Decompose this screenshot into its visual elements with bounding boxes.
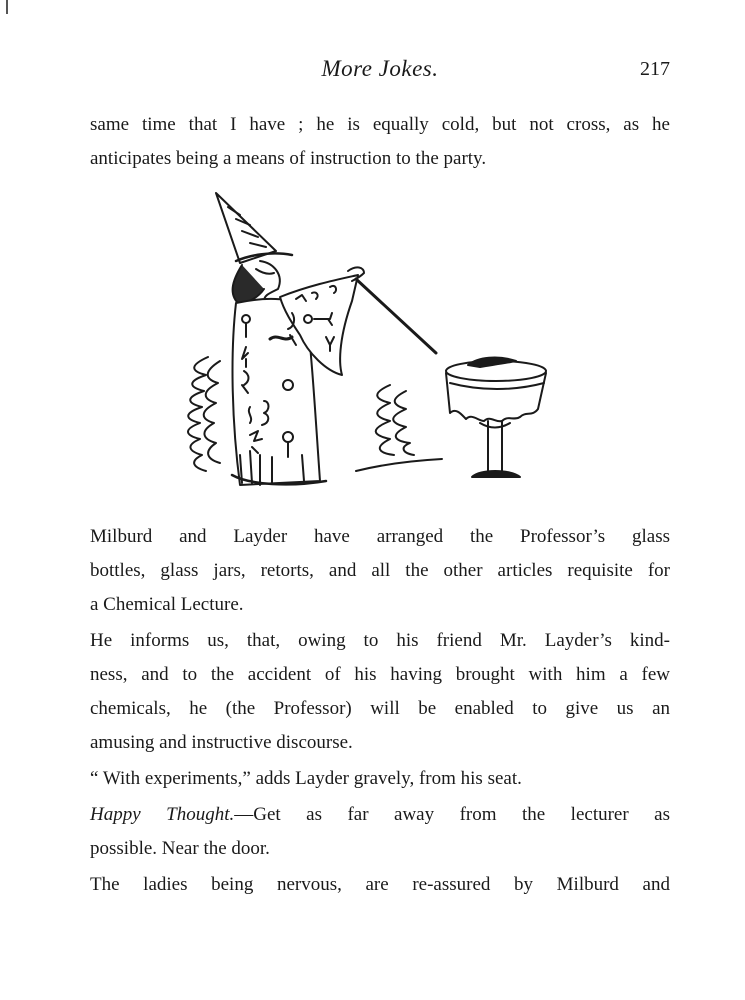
running-head <box>90 56 670 86</box>
scan-mark <box>6 0 8 14</box>
text-fragment: —Get as far away from the lecturer as <box>234 804 671 825</box>
text-line: “ With experiments,” adds Layder gravely, from his seat. <box>90 768 522 789</box>
running-title: More Jokes. <box>321 56 439 81</box>
text-block-top <box>90 108 670 176</box>
text-line: same time that I have ; he is equally cold, but not cross, as he <box>90 114 670 135</box>
text-line: The ladies being nervous, are re-assured by Milburd and <box>90 874 670 895</box>
page-number: 217 <box>640 58 670 80</box>
text-line: chemicals, he (the Professor) will be enabled to give us an <box>90 698 670 719</box>
text-line: He informs us, that, owing to his friend Mr. Layder’s kind- <box>90 630 670 651</box>
text-line <box>90 798 670 832</box>
wizard-professor-with-wand-and-table-icon <box>180 185 580 495</box>
text-line: amusing and instructive discourse. <box>90 732 353 753</box>
text-line: Milburd and Layder have arranged the Professor’s glass <box>90 526 670 547</box>
text-line: anticipates being a means of instruction to the party. <box>90 148 487 169</box>
text-line: bottles, glass jars, retorts, and all the other articles requisite for <box>90 560 670 581</box>
text-line: possible. Near the door. <box>90 838 270 859</box>
text-line: ness, and to the accident of his having brought with him a few <box>90 664 670 685</box>
text-line: a Chemical Lecture. <box>90 594 244 615</box>
happy-thought-lead: Happy Thought. <box>90 804 235 825</box>
text-block-bottom <box>90 520 670 902</box>
